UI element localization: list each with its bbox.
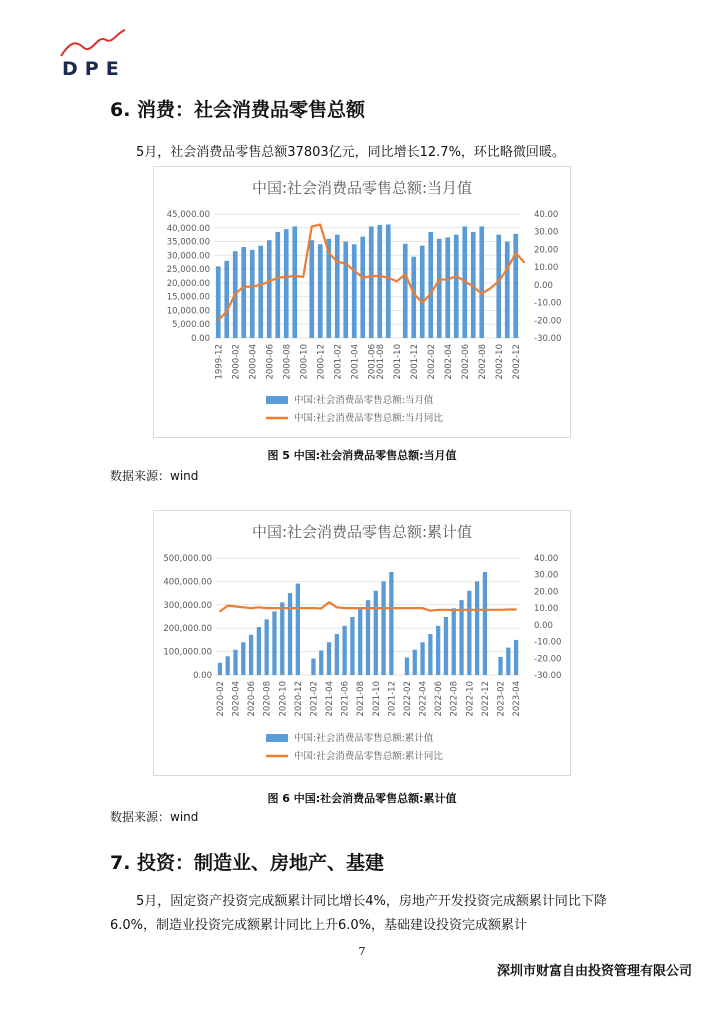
chart-line-point [227, 605, 229, 607]
chart-bar [479, 226, 484, 338]
chart-line-point [328, 252, 330, 254]
chart-bar [241, 247, 246, 338]
chart-line-point [447, 279, 449, 281]
y-left-tick-label: 0.00 [191, 334, 210, 344]
x-tick-label: 2021-10 [371, 681, 382, 717]
x-tick-label: 2002-10 [494, 344, 505, 380]
chart-line-point [289, 607, 291, 609]
chart-line-point [469, 609, 471, 611]
chart-bar [352, 244, 357, 338]
chart-bar [506, 648, 510, 675]
x-tick-label: 2022-06 [434, 681, 445, 717]
y-right-tick-label: -30.00 [534, 334, 562, 344]
y-right-tick-label: 40.00 [534, 210, 559, 220]
chart-bar [343, 242, 348, 338]
chart-bar [342, 626, 346, 675]
chart-bar [226, 656, 230, 675]
company-logo [58, 28, 128, 80]
x-tick-label: 2022-02 [402, 681, 413, 717]
chart-bar [335, 634, 339, 675]
chart-line-point [266, 607, 268, 609]
monthly-retail-sales-chart [153, 166, 571, 438]
chart-bar [467, 591, 471, 675]
chart-line-point [453, 609, 455, 611]
y-left-tick-label: 35,000.00 [166, 237, 210, 248]
y-left-tick-label: 10,000.00 [166, 306, 210, 317]
chart-line-point [484, 609, 486, 611]
chart-bar [335, 235, 340, 338]
x-tick-label: 2000-06 [265, 344, 276, 380]
chart-line-point [277, 277, 279, 279]
chart-line-point [508, 609, 510, 611]
legend-bar-label: 中国:社会消费品零售总额:当月值 [294, 395, 434, 406]
chart-bar [413, 650, 417, 675]
chart-line-point [219, 611, 221, 613]
chart-line-point [328, 601, 330, 603]
chart-bar [483, 572, 487, 675]
x-tick-label: 2022-10 [465, 681, 476, 717]
chart-line-point [430, 610, 432, 612]
chart-line-point [250, 607, 252, 609]
section-7-paragraph: 5月，固定资产投资完成额累计同比增长4%，房地产开发投资完成额累计同比下降6.0%，制造业投资完成额累计同比上升6.0%，基础建设投资完成额累计 [110, 894, 607, 933]
y-right-tick-label: -30.00 [534, 671, 562, 681]
chart-line-point [336, 261, 338, 263]
chart-bar [514, 640, 518, 675]
chart-title: 中国:社会消费品零售总额:累计值 [251, 523, 473, 541]
chart-line-point [313, 607, 315, 609]
legend-line-label: 中国:社会消费品零售总额:累计同比 [294, 751, 443, 762]
chart-line-point [243, 286, 245, 288]
chart-line-point [383, 607, 385, 609]
chart-line-point [404, 273, 406, 275]
chart-line-point [352, 607, 354, 609]
chart-bar [420, 642, 424, 675]
x-tick-label: 2021-02 [309, 681, 320, 717]
x-tick-label: 2020-02 [215, 681, 226, 717]
chart-bar [403, 244, 408, 338]
chart-line-point [413, 293, 415, 295]
y-left-tick-label: 100,000.00 [163, 647, 212, 658]
chart-line-point [515, 252, 517, 254]
chart-bar [241, 642, 245, 675]
section-7-heading: 7. 投资：制造业、房地产、基建 [110, 852, 385, 874]
x-tick-label: 2000-04 [248, 344, 259, 380]
x-tick-label: 2002-12 [511, 344, 522, 380]
chart-bar [288, 593, 292, 675]
chart-bar [327, 642, 331, 675]
figure-5-caption: 图 5 中国:社会消费品零售总额:当月值 [267, 449, 457, 462]
chart-line-point [464, 281, 466, 283]
chart-bar [292, 226, 297, 338]
chart-bar [386, 224, 391, 338]
chart-bar [428, 232, 433, 338]
chart-bar [377, 225, 382, 338]
chart-bar [296, 584, 300, 675]
chart-line-point [251, 286, 253, 288]
chart-line-point [258, 607, 260, 609]
chart-line-point [297, 607, 299, 609]
chart-bar [267, 240, 272, 338]
chart-line-point [455, 275, 457, 277]
y-right-tick-label: 20.00 [534, 245, 559, 256]
chart-bar [280, 602, 284, 675]
chart-line-point [379, 275, 381, 277]
y-left-tick-label: 40,000.00 [166, 223, 210, 234]
chart-line-point [294, 275, 296, 277]
chart-line-point [498, 281, 500, 283]
chart-line-point [268, 281, 270, 283]
page-number: 7 [358, 945, 366, 958]
x-tick-label: 2002-06 [460, 344, 471, 380]
chart-bar [496, 235, 501, 338]
chart-bar [233, 650, 237, 675]
chart-line-point [476, 609, 478, 611]
x-tick-label: 2021-12 [387, 681, 398, 717]
chart-line-point [226, 311, 228, 313]
chart-bar [374, 591, 378, 675]
y-right-tick-label: 0.00 [534, 280, 553, 291]
legend-bar-swatch [266, 396, 288, 404]
chart-line-point [461, 609, 463, 611]
chart-bar [319, 650, 323, 675]
cumulative-retail-sales-chart [153, 510, 571, 776]
chart-line-point [437, 609, 439, 611]
y-left-tick-label: 45,000.00 [166, 210, 210, 220]
x-tick-label: 2020-06 [247, 681, 258, 717]
chart-line-point [345, 263, 347, 265]
chart-bar [350, 617, 354, 675]
chart-bar [436, 626, 440, 675]
chart-bar [444, 617, 448, 675]
chart-line-point [370, 275, 372, 277]
chart-line-point [217, 319, 219, 321]
figure-5-source: 数据来源：wind [110, 469, 199, 483]
monthly-chart-svg [154, 167, 570, 437]
chart-bar [250, 250, 255, 338]
chart-line-point [500, 609, 502, 611]
chart-line-point [375, 607, 377, 609]
y-left-tick-label: 25,000.00 [166, 265, 210, 276]
chart-line-point [362, 277, 364, 279]
x-tick-label: 2023-04 [512, 681, 523, 717]
x-tick-label: 2001-12 [409, 344, 420, 380]
chart-line-point [406, 607, 408, 609]
chart-bar [358, 608, 362, 675]
chart-line-point [422, 607, 424, 609]
chart-line-point [336, 607, 338, 609]
chart-line-point [305, 607, 307, 609]
y-left-tick-label: 5,000.00 [172, 320, 210, 331]
chart-line-point [506, 268, 508, 270]
y-left-tick-label: 0.00 [193, 671, 212, 681]
chart-bar [498, 657, 502, 675]
chart-bar [360, 237, 365, 338]
y-left-tick-label: 400,000.00 [163, 577, 212, 588]
chart-line-point [387, 277, 389, 279]
footer-company-name: 深圳市财富自由投资管理有限公司 [496, 964, 692, 979]
chart-line-point [319, 224, 321, 226]
chart-bar [454, 235, 459, 338]
chart-line-point [396, 281, 398, 283]
y-right-tick-label: 30.00 [534, 227, 559, 238]
y-left-tick-label: 300,000.00 [163, 600, 212, 611]
chart-line-point [398, 607, 400, 609]
chart-line-point [285, 276, 287, 278]
chart-line-point [472, 286, 474, 288]
x-tick-label: 2021-04 [325, 681, 336, 717]
chart-line-point [523, 262, 525, 264]
chart-bar [381, 581, 385, 675]
chart-bar [309, 240, 314, 338]
figure-6-source: 数据来源：wind [110, 810, 199, 824]
x-tick-label: 1999-12 [214, 344, 225, 380]
x-tick-label: 2020-04 [231, 681, 242, 717]
chart-bar [428, 634, 432, 675]
chart-line-point [302, 276, 304, 278]
x-tick-label: 2020-12 [293, 681, 304, 717]
y-left-tick-label: 15,000.00 [166, 292, 210, 303]
chart-bar [445, 237, 450, 338]
chart-line-point [274, 607, 276, 609]
x-tick-label: 2001-04 [350, 344, 361, 380]
chart-bar [218, 663, 222, 675]
x-tick-label: 2002-02 [426, 344, 437, 380]
x-tick-label: 2000-02 [231, 344, 242, 380]
chart-line-point [489, 288, 491, 290]
chart-line-point [281, 607, 283, 609]
chart-bar [366, 600, 370, 675]
chart-line-point [344, 607, 346, 609]
chart-bar [265, 619, 269, 675]
x-tick-label: 2000-12 [316, 344, 327, 380]
chart-line-point [492, 609, 494, 611]
legend-line-label: 中国:社会消费品零售总额:当月同比 [294, 413, 443, 424]
chart-bar [318, 244, 323, 338]
y-left-tick-label: 200,000.00 [163, 624, 212, 635]
section-6-heading: 6. 消费：社会消费品零售总额 [110, 99, 366, 121]
x-tick-label: 2022-08 [449, 681, 460, 717]
chart-line-point [421, 302, 423, 304]
chart-line-point [481, 293, 483, 295]
chart-bar [257, 627, 261, 675]
chart-line-point [359, 607, 361, 609]
x-tick-label: 2021-08 [356, 681, 367, 717]
chart-line-point [260, 284, 262, 286]
y-right-tick-label: 0.00 [534, 620, 553, 631]
chart-bar [437, 239, 442, 338]
x-tick-label: 2001-10 [392, 344, 403, 380]
chart-bar [369, 226, 374, 338]
x-tick-label: 2020-08 [262, 681, 273, 717]
y-right-tick-label: -20.00 [534, 654, 562, 665]
chart-line-point [367, 607, 369, 609]
chart-bar [258, 246, 263, 338]
chart-bar [513, 234, 518, 338]
chart-line-point [311, 226, 313, 228]
x-tick-label: 2000-08 [282, 344, 293, 380]
chart-bar [389, 572, 393, 675]
chart-line-point [235, 606, 237, 608]
x-tick-label: 2001-06 [367, 344, 378, 380]
y-right-tick-label: -10.00 [534, 298, 562, 309]
y-right-tick-label: 20.00 [534, 587, 559, 598]
chart-bar [452, 608, 456, 675]
y-right-tick-label: -20.00 [534, 316, 562, 327]
x-tick-label: 2023-02 [496, 681, 507, 717]
chart-line-point [430, 293, 432, 295]
chart-bar [505, 242, 510, 338]
chart-bar [420, 246, 425, 338]
y-left-tick-label: 500,000.00 [163, 554, 212, 564]
x-tick-label: 2022-04 [418, 681, 429, 717]
x-tick-label: 2001-08 [375, 344, 386, 380]
x-tick-label: 2000-10 [299, 344, 310, 380]
legend-bar-swatch [266, 734, 288, 742]
chart-bar [284, 229, 289, 338]
chart-bar [272, 611, 276, 675]
y-right-tick-label: 10.00 [534, 263, 559, 274]
chart-bar [249, 635, 253, 675]
chart-bar [411, 257, 416, 338]
chart-bar [275, 232, 280, 338]
y-right-tick-label: 30.00 [534, 570, 559, 581]
y-right-tick-label: 40.00 [534, 554, 559, 564]
legend-bar-label: 中国:社会消费品零售总额:累计值 [294, 733, 434, 744]
chart-bar [475, 581, 479, 675]
chart-line-point [414, 607, 416, 609]
logo-text: DPE [62, 58, 126, 80]
cumulative-chart-svg [154, 511, 570, 775]
chart-bar [224, 261, 229, 338]
chart-line-point [353, 270, 355, 272]
y-left-tick-label: 30,000.00 [166, 251, 210, 262]
chart-bar [311, 659, 315, 675]
chart-line-point [515, 609, 517, 611]
chart-line-point [391, 607, 393, 609]
x-tick-label: 2021-06 [340, 681, 351, 717]
x-tick-label: 2002-04 [443, 344, 454, 380]
figure-6-caption: 图 6 中国:社会消费品零售总额:累计值 [267, 792, 457, 805]
logo-swoosh-icon [58, 28, 128, 60]
x-tick-label: 2002-08 [477, 344, 488, 380]
chart-bar [459, 600, 463, 675]
chart-line-point [445, 609, 447, 611]
chart-line-point [234, 293, 236, 295]
x-tick-label: 2001-02 [333, 344, 344, 380]
y-right-tick-label: 10.00 [534, 604, 559, 615]
chart-line-point [242, 607, 244, 609]
chart-line-point [320, 608, 322, 610]
y-right-tick-label: -10.00 [534, 637, 562, 648]
y-left-tick-label: 20,000.00 [166, 278, 210, 289]
chart-title: 中国:社会消费品零售总额:当月值 [251, 179, 473, 197]
chart-bar [405, 657, 409, 675]
x-tick-label: 2020-10 [278, 681, 289, 717]
section-6-paragraph: 5月，社会消费品零售总额37803亿元，同比增长12.7%，环比略微回暖。 [136, 145, 565, 160]
x-tick-label: 2022-12 [480, 681, 491, 717]
chart-bar [216, 266, 221, 338]
chart-line-point [438, 279, 440, 281]
